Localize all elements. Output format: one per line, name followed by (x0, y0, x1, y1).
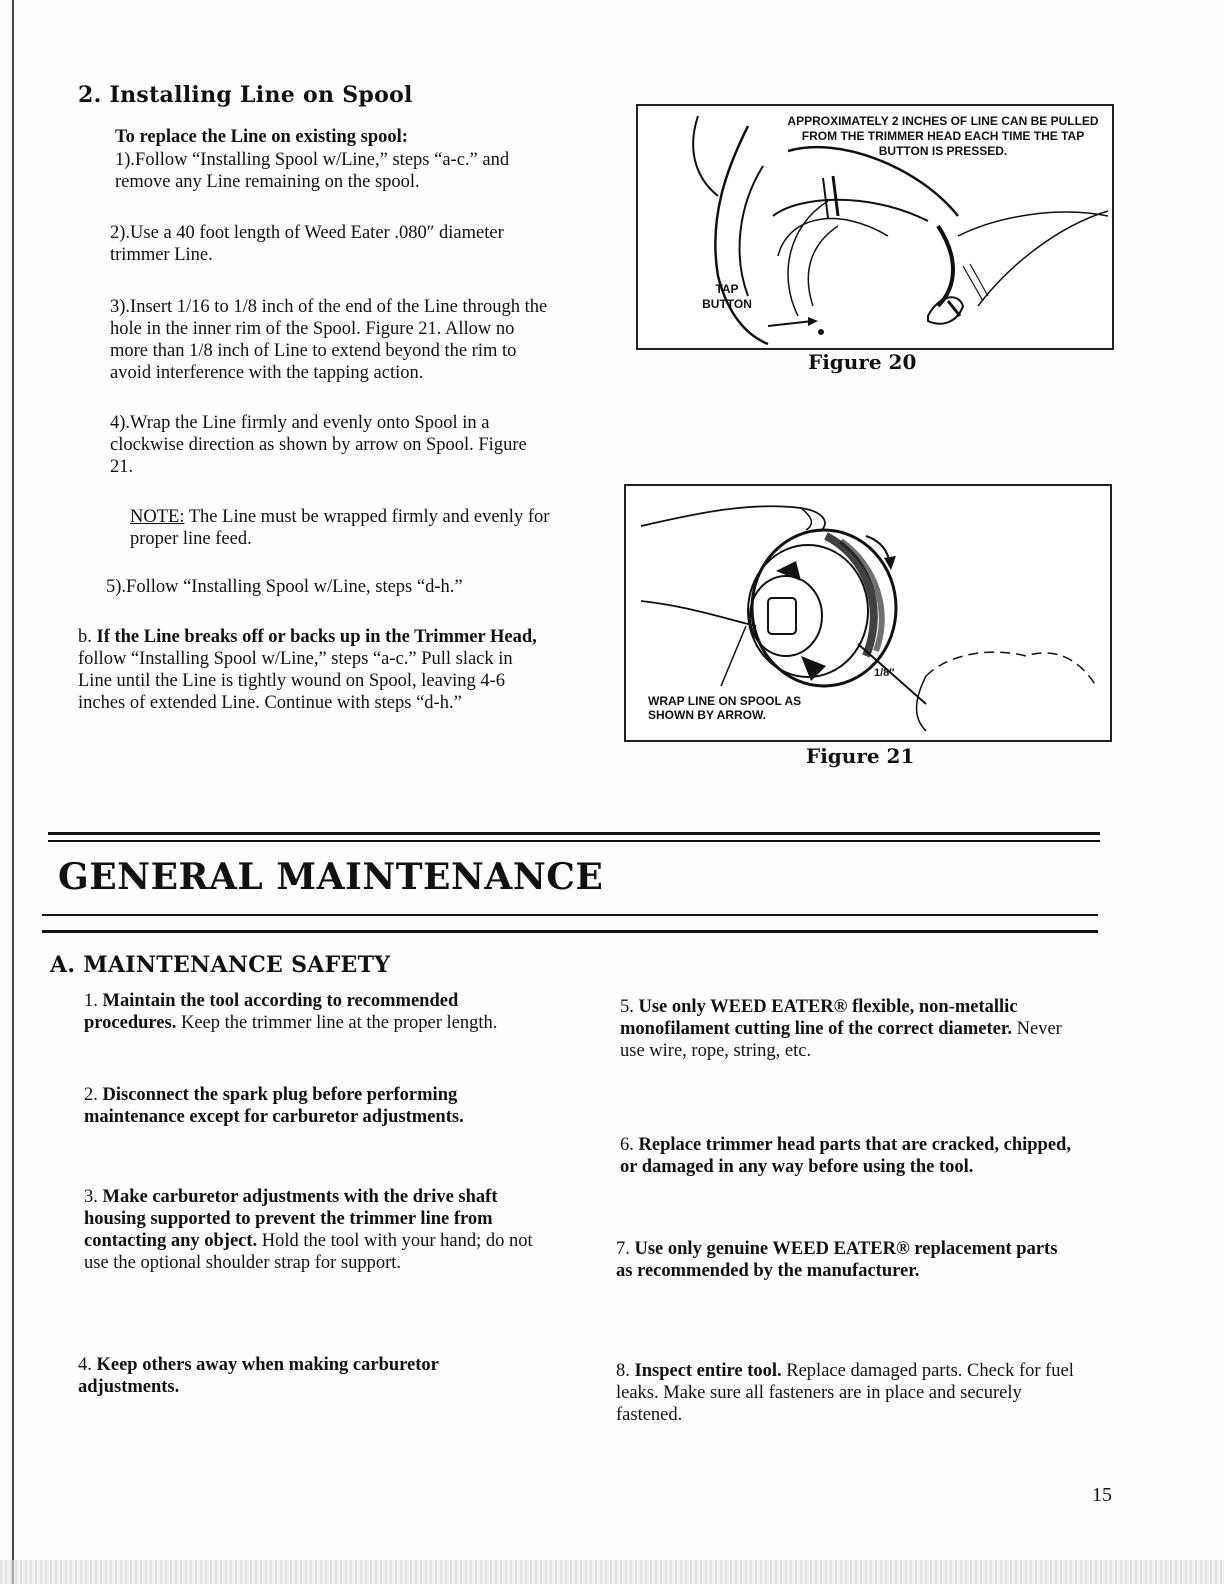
maintenance-item-6: 6. Replace trimmer head parts that are cracked, chipped, or damaged in any way before using the tool. (620, 1135, 1071, 1177)
top-rule-1 (48, 832, 1100, 835)
installing-intro: To replace the Line on existing spool: (115, 127, 408, 147)
scan-bottom-edge (0, 1560, 1224, 1584)
maintenance-item-3: 3. Make carburetor adjustments with the drive shaft housing supported to prevent the trimmer line from contacting any object. Hold the tool with your hand; do not use the optional shoulder strap for support. (84, 1187, 533, 1273)
figure-20-caption: Figure 20 (808, 350, 917, 374)
tap-button-label: TAP BUTTON (702, 282, 752, 311)
maintenance-item-4: 4. Keep others away when making carburetor adjustments. (78, 1355, 439, 1397)
maintenance-item-8: 8. Inspect entire tool. Replace damaged parts. Check for fuel leaks. Make sure all fasteners are in place and securely fastened. (616, 1361, 1074, 1425)
maintenance-safety-heading: A. MAINTENANCE SAFETY (50, 952, 391, 978)
page-number: 15 (1092, 1484, 1112, 1506)
figure-21 (624, 484, 1112, 742)
installing-step-1: 1).Follow “Installing Spool w/Line,” steps “a-c.” and remove any Line remaining on the spool. (115, 150, 510, 192)
maintenance-item-2: 2. Disconnect the spark plug before performing maintenance except for carburetor adjustments. (84, 1085, 464, 1127)
scan-edge (12, 0, 14, 1584)
installing-step-3: 3).Insert 1/16 to 1/8 inch of the end of the Line through the hole in the inner rim of the Spool. Figure 21. Allow no more than 1/8 inch of Line to extend beyond the rim to avoid interference with the tapping action. (110, 297, 548, 383)
note-text: The Line must be wrapped firmly and evenly for proper line feed. (130, 507, 550, 549)
installing-heading: 2. Installing Line on Spool (78, 82, 413, 108)
maintenance-item-7: 7. Use only genuine WEED EATER® replacement parts as recommended by the manufacturer. (616, 1239, 1058, 1281)
figure-20-callout: APPROXIMATELY 2 INCHES OF LINE CAN BE PULLED FROM THE TRIMMER HEAD EACH TIME THE TAP BUTTON IS PRESSED. (787, 114, 1099, 158)
installing-step-4: 4).Wrap the Line firmly and evenly onto Spool in a clockwise direction as shown by arrow on Spool. Figure 21. (110, 413, 527, 477)
figure-21-caption: Figure 21 (806, 744, 915, 768)
figure-20 (636, 104, 1114, 350)
top-rule-2 (48, 840, 1100, 842)
figure-21-dimension: 1/8″ (874, 667, 895, 679)
maintenance-item-1: 1. Maintain the tool according to recommended procedures. Keep the trimmer line at the proper length. (84, 991, 498, 1033)
installing-note (130, 506, 550, 550)
maintenance-item-5: 5. Use only WEED EATER® flexible, non-metallic monofilament cutting line of the correct diameter. Never use wire, rope, string, etc. (620, 997, 1062, 1061)
installing-step-2: 2).Use a 40 foot length of Weed Eater .080″ diameter trimmer Line. (110, 223, 504, 265)
general-maintenance-title: GENERAL MAINTENANCE (58, 856, 604, 898)
bottom-rule-1 (42, 914, 1098, 916)
figure-21-label: WRAP LINE ON SPOOL AS SHOWN BY ARROW. (648, 694, 802, 722)
note-label: NOTE: (130, 507, 185, 527)
bottom-rule-2 (42, 930, 1098, 933)
installing-step-b: b. If the Line breaks off or backs up in the Trimmer Head, follow “Installing Spool w/Line,” steps “a-c.” Pull slack in Line until the Line is tightly wound on Spool, leaving 4-6 inches of extended Line. Continue with steps “d-h.” (78, 627, 537, 713)
installing-step-5: 5).Follow “Installing Spool w/Line, steps “d-h.” (106, 577, 463, 597)
